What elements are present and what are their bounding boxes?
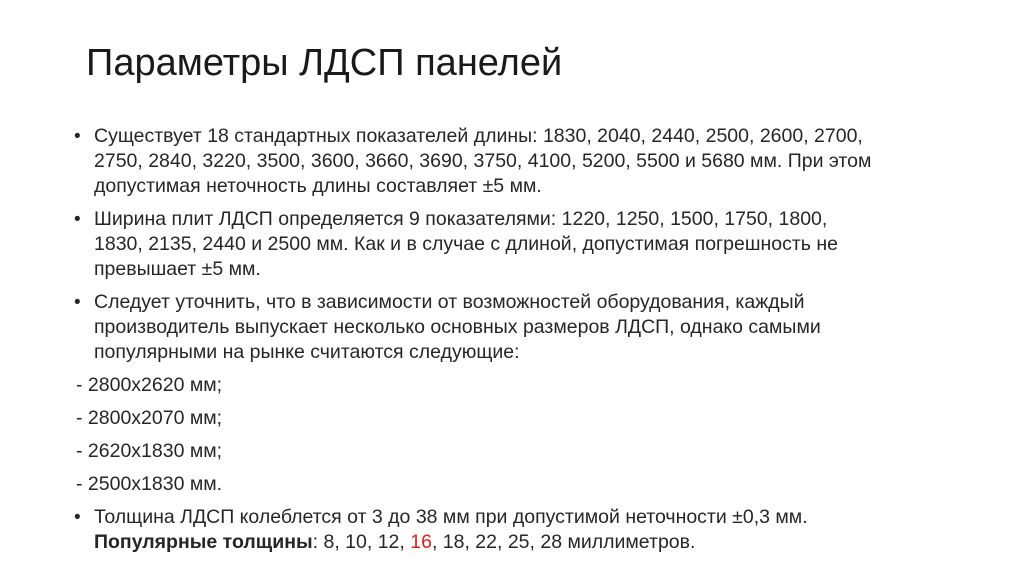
- bullet-marker: •: [74, 292, 81, 313]
- thickness-values-rest: , 18, 22, 25, 28 миллиметров.: [431, 531, 696, 553]
- bullet-line: Следует уточнить, что в зависимости от возможностей оборудования, каждый: [94, 291, 805, 313]
- highlighted-thickness: 16: [410, 531, 432, 553]
- bullet-line: допустимая неточность длины составляет ±5 мм.: [94, 175, 542, 197]
- popular-thickness-label: Популярные толщины: [94, 531, 313, 553]
- bullet-line: превышает ±5 мм.: [94, 258, 261, 280]
- popular-thickness-line: [94, 530, 970, 555]
- slide-title: Параметры ЛДСП панелей: [86, 42, 563, 84]
- bullet-line: производитель выпускает несколько основных размеров ЛДСП, однако самыми: [94, 316, 821, 338]
- bullet-line: Существует 18 стандартных показателей длины: 1830, 2040, 2440, 2500, 2600, 2700,: [94, 125, 863, 147]
- bullet-marker: •: [74, 126, 81, 147]
- bullet-line: 1830, 2135, 2440 и 2500 мм. Как и в случае с длиной, допустимая погрешность не: [94, 233, 838, 255]
- bullet-line: Ширина плит ЛДСП определяется 9 показателями: 1220, 1250, 1500, 1750, 1800,: [94, 208, 828, 230]
- bullet-length: [70, 124, 970, 199]
- slide-body: [70, 124, 970, 563]
- bullet-line: Толщина ЛДСП колеблется от 3 до 38 мм при допустимой неточности ±0,3 мм.: [94, 506, 808, 528]
- size-item: - 2800х2620 мм;: [76, 374, 223, 396]
- bullet-sizes: [70, 290, 970, 365]
- thickness-values-start: : 8, 10, 12,: [312, 531, 411, 553]
- size-item: - 2620х1830 мм;: [76, 440, 223, 462]
- bullet-thickness: [70, 505, 970, 555]
- bullet-line: популярными на рынке считаются следующие:: [94, 341, 520, 363]
- bullet-line: 2750, 2840, 3220, 3500, 3600, 3660, 3690, 3750, 4100, 5200, 5500 и 5680 мм. При этом: [94, 150, 872, 172]
- bullet-marker: •: [74, 209, 81, 230]
- bullet-marker: •: [74, 507, 81, 528]
- bullet-width: [70, 207, 970, 282]
- size-item: - 2800х2070 мм;: [76, 407, 223, 429]
- size-item: - 2500х1830 мм.: [76, 473, 223, 495]
